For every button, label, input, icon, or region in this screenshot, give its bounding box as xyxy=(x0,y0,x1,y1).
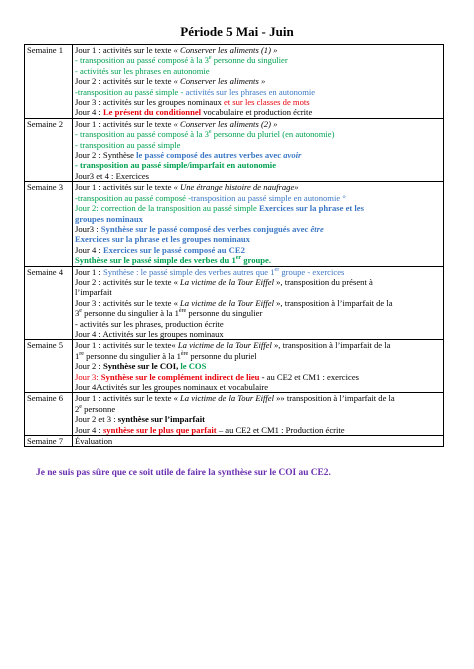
activity-line xyxy=(75,119,441,129)
text-segment: Jour 2 : xyxy=(75,361,103,372)
text-segment: « Conserver les aliments (2) » xyxy=(173,118,278,129)
text-segment: Jour3 et 4 : Exercices xyxy=(75,170,149,181)
text-segment: vocabulaire et production écrite xyxy=(201,107,313,118)
superscript-text: e xyxy=(208,129,212,136)
week-row xyxy=(25,266,444,340)
week-row xyxy=(25,436,444,447)
page-title: Période 5 Mai - Juin xyxy=(180,24,294,39)
text-segment: La victime de la Tour Eiffel xyxy=(180,393,274,404)
activity-line xyxy=(75,277,441,287)
activity-line xyxy=(75,340,441,350)
text-segment: – au CE2 et CM1 : Production écrite xyxy=(216,424,345,435)
text-segment: - transposition au passé composé à la 3 xyxy=(75,129,209,140)
text-segment: personne du singulier xyxy=(186,308,263,319)
text-segment: La victime de la Tour Eiffel xyxy=(180,297,274,308)
week-activities xyxy=(73,340,444,393)
superscript-text: re xyxy=(79,350,84,357)
text-segment: synthèse sur l’imparfait xyxy=(117,414,205,425)
text-segment: l’imparfait xyxy=(75,287,112,298)
superscript-text: er xyxy=(235,255,242,262)
activity-line xyxy=(75,245,441,255)
activity-line xyxy=(75,436,441,446)
text-segment: Jour 2: xyxy=(75,203,101,214)
text-segment: Jour 1 : xyxy=(75,266,103,277)
activity-line xyxy=(75,182,441,192)
activity-line xyxy=(75,393,441,403)
text-segment: Jour 4 : xyxy=(75,244,103,255)
week-label: Semaine 2 xyxy=(25,118,73,181)
activity-line xyxy=(75,414,441,424)
text-segment: « Une étrange histoire de naufrage» xyxy=(173,182,299,193)
text-segment: Jour 4 : Activités sur les groupes nominaux xyxy=(75,328,224,339)
text-segment: Jour 2 et 3 : xyxy=(75,414,118,425)
superscript-text: ère xyxy=(180,350,189,357)
text-segment: groupe - exercices xyxy=(279,266,345,277)
activity-line xyxy=(75,308,441,318)
activity-line xyxy=(75,97,441,107)
text-segment: La victime de la Tour Eiffel xyxy=(177,340,272,351)
text-segment: Jour 1 : activités sur le texte « xyxy=(75,393,181,404)
text-segment: personne du pluriel (en autonomie) xyxy=(211,129,335,140)
week-row xyxy=(25,340,444,393)
text-segment: 1 xyxy=(75,350,80,361)
activity-line xyxy=(75,140,441,150)
week-label: Semaine 5 xyxy=(25,340,73,393)
text-segment: Évaluation xyxy=(75,436,113,447)
text-segment: Synthèse sur le COI, xyxy=(102,361,181,372)
text-segment: Jour 3: xyxy=(75,371,101,382)
text-segment: transposition au passé simple en autonomie ° xyxy=(191,192,346,203)
week-row xyxy=(25,182,444,266)
week-row xyxy=(25,393,444,436)
text-segment: personne xyxy=(81,403,116,414)
text-segment: Jour 4 : xyxy=(75,107,103,118)
text-segment: », transposition à l’imparfait de la xyxy=(271,340,391,351)
text-segment: groupes nominaux xyxy=(75,213,143,224)
text-segment: personne du singulier à la 1 xyxy=(81,308,179,319)
text-segment: être xyxy=(310,223,324,234)
week-row xyxy=(25,45,444,119)
text-segment: personne du singulier xyxy=(211,55,288,66)
text-segment: Jour 3 : activités sur le texte « xyxy=(75,297,181,308)
text-segment: Jour 1 : activités sur le texte xyxy=(75,45,174,55)
text-segment: - activités sur les phrases en autonomie xyxy=(75,65,210,76)
text-segment: -transposition au passé simple - xyxy=(75,86,186,97)
text-segment: - transposition au passé composé à la 3 xyxy=(75,55,209,66)
week-row xyxy=(25,118,444,181)
week-label: Semaine 1 xyxy=(25,45,73,119)
week-label: Semaine 4 xyxy=(25,266,73,340)
footer-note: Je ne suis pas sûre que ce soit utile de faire la synthèse sur le COI au CE2. xyxy=(36,468,331,478)
text-segment: Jour 3 : activités sur les groupes nominaux xyxy=(75,97,224,108)
text-segment: 3 xyxy=(75,308,80,319)
text-segment: Jour 4Activités sur les groupes nominaux et vocabulaire xyxy=(75,382,269,392)
text-segment: « Conserver les aliments (1) » xyxy=(173,45,278,55)
text-segment: Le présent du conditionnel xyxy=(102,107,202,118)
week-activities xyxy=(73,45,444,119)
activity-line xyxy=(75,404,441,414)
text-segment: Exercices sur la phrase et les groupes nominaux xyxy=(75,234,250,245)
activity-line xyxy=(75,224,441,234)
superscript-text: e xyxy=(208,55,212,62)
weekly-plan-body xyxy=(25,45,444,447)
text-segment: - transposition au passé simple xyxy=(75,139,181,150)
text-segment: « Conserver les aliments » xyxy=(173,76,266,87)
week-activities xyxy=(73,118,444,181)
activity-line xyxy=(75,351,441,361)
activity-line xyxy=(75,319,441,329)
superscript-text: ère xyxy=(178,308,187,315)
text-segment: Jour3 : xyxy=(75,223,101,234)
week-activities xyxy=(73,182,444,266)
text-segment: », transposition à l’imparfait de la xyxy=(273,297,393,308)
text-segment: »» transposition à l’imparfait de la xyxy=(273,393,395,404)
text-segment: La victime de la Tour Eiffel xyxy=(180,276,274,287)
activity-line xyxy=(75,66,441,76)
text-segment: 2 xyxy=(75,403,80,414)
activity-line xyxy=(75,287,441,297)
text-segment: Synthèse sur le complément indirect de lieu xyxy=(100,371,260,382)
text-segment: Jour 4 : xyxy=(75,424,103,435)
superscript-text: er xyxy=(274,266,280,273)
text-segment: personne du singulier à la 1 xyxy=(83,350,181,361)
activity-line xyxy=(75,45,441,55)
activity-line xyxy=(75,255,441,265)
activity-line xyxy=(75,267,441,277)
text-segment: Jour 1 : activités sur le texte xyxy=(75,182,174,193)
activity-line xyxy=(75,425,441,435)
text-segment: Jour 2 : activités sur le texte xyxy=(75,76,174,87)
activity-line xyxy=(75,87,441,97)
activity-line xyxy=(75,329,441,339)
activity-line xyxy=(75,203,441,213)
text-segment: groupe. xyxy=(241,255,272,266)
text-segment: et sur les classes de mots xyxy=(223,97,310,108)
week-activities xyxy=(73,436,444,447)
text-segment: Jour 1 : activités sur le texte xyxy=(75,118,174,129)
text-segment: Synthèse : le passé simple des verbes autres que 1 xyxy=(102,266,275,277)
activity-line xyxy=(75,298,441,308)
text-segment: synthèse sur le plus que parfait xyxy=(102,424,217,435)
text-segment: Jour 2 : Synthèse xyxy=(75,150,137,161)
text-segment: - transposition au passé simple/imparfait en autonomie xyxy=(75,160,277,171)
superscript-text: e xyxy=(79,308,82,315)
activity-line xyxy=(75,160,441,170)
text-segment: Jour 1 : activités sur le texte« xyxy=(75,340,178,351)
activity-line xyxy=(75,129,441,139)
activity-line xyxy=(75,171,441,181)
text-segment: », transposition du présent à xyxy=(273,276,373,287)
text-segment: Synthèse sur le passé simple des verbes du 1 xyxy=(75,255,236,266)
text-segment: avoir xyxy=(283,150,302,161)
activity-line xyxy=(75,234,441,244)
activity-line xyxy=(75,107,441,117)
activity-line xyxy=(75,150,441,160)
text-segment: - xyxy=(259,371,267,382)
activity-line xyxy=(75,55,441,65)
text-segment: personne du pluriel xyxy=(188,350,257,361)
activity-line xyxy=(75,382,441,392)
week-activities xyxy=(73,266,444,340)
week-label: Semaine 3 xyxy=(25,182,73,266)
week-activities xyxy=(73,393,444,436)
week-label: Semaine 6 xyxy=(25,393,73,436)
superscript-text: e xyxy=(79,403,82,410)
text-segment: Synthèse sur le passé composé des verbes conjugués avec xyxy=(100,223,311,234)
text-segment: Jour 2 : activités sur le texte « xyxy=(75,276,181,287)
text-segment: correction de la transposition au passé simple xyxy=(100,203,260,214)
text-segment: Exercices sur la phrase et les xyxy=(259,203,364,214)
activity-line xyxy=(75,214,441,224)
text-segment: -transposition au passé composé - xyxy=(75,192,191,203)
text-segment: au CE2 et CM1 : exercices xyxy=(266,371,359,382)
text-segment: le COS xyxy=(180,361,207,372)
activity-line xyxy=(75,193,441,203)
activity-line xyxy=(75,76,441,86)
text-segment: le passé composé des autres verbes avec xyxy=(136,150,284,161)
activity-line xyxy=(75,372,441,382)
week-label: Semaine 7 xyxy=(25,436,73,447)
weekly-plan-table xyxy=(24,44,444,447)
text-segment: Exercices sur le passé composé au CE2 xyxy=(102,244,245,255)
text-segment: activités sur les phrases en autonomie xyxy=(185,86,316,97)
text-segment: - activités sur les phrases, production écrite xyxy=(75,318,224,329)
activity-line xyxy=(75,361,441,371)
